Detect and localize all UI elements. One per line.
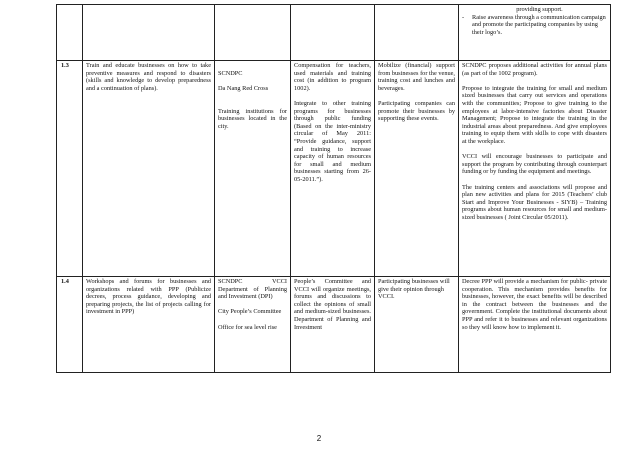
actor-cell <box>215 5 291 61</box>
actor-cell <box>215 61 291 277</box>
table-row <box>57 61 611 277</box>
actor-paragraph: Office for sea level rise <box>218 323 277 331</box>
table-row <box>57 277 611 373</box>
business-role-cell <box>375 61 459 277</box>
government-paragraph: Integrate to other training programs for businesses through public funding (Based on the inter-ministry circular of May 2011: “Provide guidance, support and training to increase capacity of human resources for small and medium businesses starting from 26-05-2011.”). <box>294 99 371 183</box>
actor-line: SCNDPC <box>218 69 243 77</box>
activity-cell <box>83 5 215 61</box>
actor-paragraph: Training institutions for businesses located in the city. <box>218 107 287 130</box>
result-paragraph: Decree PPP will provide a mechanism for public- private cooperation. This mechanism provides benefits for businesses, however, the exact benefits will be described in the contract between the businesses and the government. Complete the institutional documents about PPP and refer it to businesses and relevant organizations so they will know how to implement it. <box>462 278 607 331</box>
result-cell <box>459 5 611 61</box>
business-paragraph: Participating companies can promote their businesses by supporting these events. <box>378 99 455 123</box>
actor-paragraph: City People’s Committee <box>218 308 282 316</box>
row-number: 1.3 <box>57 61 83 277</box>
result-paragraph: SCNDPC proposes additional activities for annual plans (as part of the 1002 program). <box>462 62 607 77</box>
actor-cell <box>215 277 291 373</box>
actor-paragraph: SCNDPC VCCI Department of Planning and Investment (DPI) <box>218 278 287 301</box>
government-paragraph: Compensation for teachers, used materials and training cost (in addition to program 1002). <box>294 62 371 92</box>
table-row <box>57 5 611 61</box>
result-paragraph: The training centers and associations will propose and plan new activities and plans for 2015 (Teachers’ club Start and Improve Your Businesses - SIYB) – Training programs about human resources for small and medium-sized businesses ( Joint Circular 05/2011). <box>462 183 607 221</box>
business-role-cell <box>375 277 459 373</box>
government-role-cell <box>291 277 375 373</box>
bullet-item <box>462 14 607 37</box>
business-paragraph: Mobilize (financial) support from businesses for the venue, training cost and lunches and beverages. <box>378 62 455 92</box>
bullet-text: Raise awareness through a communication campaign and promote the participating companies by using their logo’s. <box>472 13 606 36</box>
activity-description: Train and educate businesses on how to take preventive measures and respond to disasters (skills and knowledge to develop preparedness and a continuation of plans). <box>83 61 215 277</box>
row-number: 1.4 <box>57 277 83 373</box>
government-paragraph: People’s Committee and VCCI will organize meetings, forums and discussions to collect the opinions of small and medium-sized businesses. Department of Planning and Investment <box>294 278 371 331</box>
result-paragraph: Propose to integrate the training for small and medium sized businesses that carry out services and operations with the communities; Propose to give training to the employees at labor-intensive factories about Disaster Management; Propose to integrate the training in the industrial areas about preparedness. And give employees training to equip them with skills to cope with disasters at the workplace. <box>462 84 607 145</box>
row-number-cell <box>57 5 83 61</box>
result-cell <box>459 61 611 277</box>
actor-line: Da Nang Red Cross <box>218 84 269 92</box>
business-role-cell <box>375 5 459 61</box>
actor-names <box>218 62 287 100</box>
business-paragraph: Participating businesses will give their opinion through VCCI. <box>378 278 450 301</box>
government-role-cell <box>291 5 375 61</box>
government-role-cell <box>291 61 375 277</box>
activity-description: Workshops and forums for businesses and organizations related with PPP (Publicize decrees, process guidance, developing and preparing projects, the list of projects calling for investment in PPP) <box>83 277 215 373</box>
result-paragraph: VCCI will encourage businesses to participate and support the program by contributing through counterpart funding or by funding the equipment and meetings. <box>462 153 607 176</box>
dash-marker: - <box>462 13 465 21</box>
activity-table <box>56 4 611 373</box>
result-cell <box>459 277 611 373</box>
continued-text: providing support. <box>516 6 563 13</box>
page-number: 2 <box>316 434 322 443</box>
